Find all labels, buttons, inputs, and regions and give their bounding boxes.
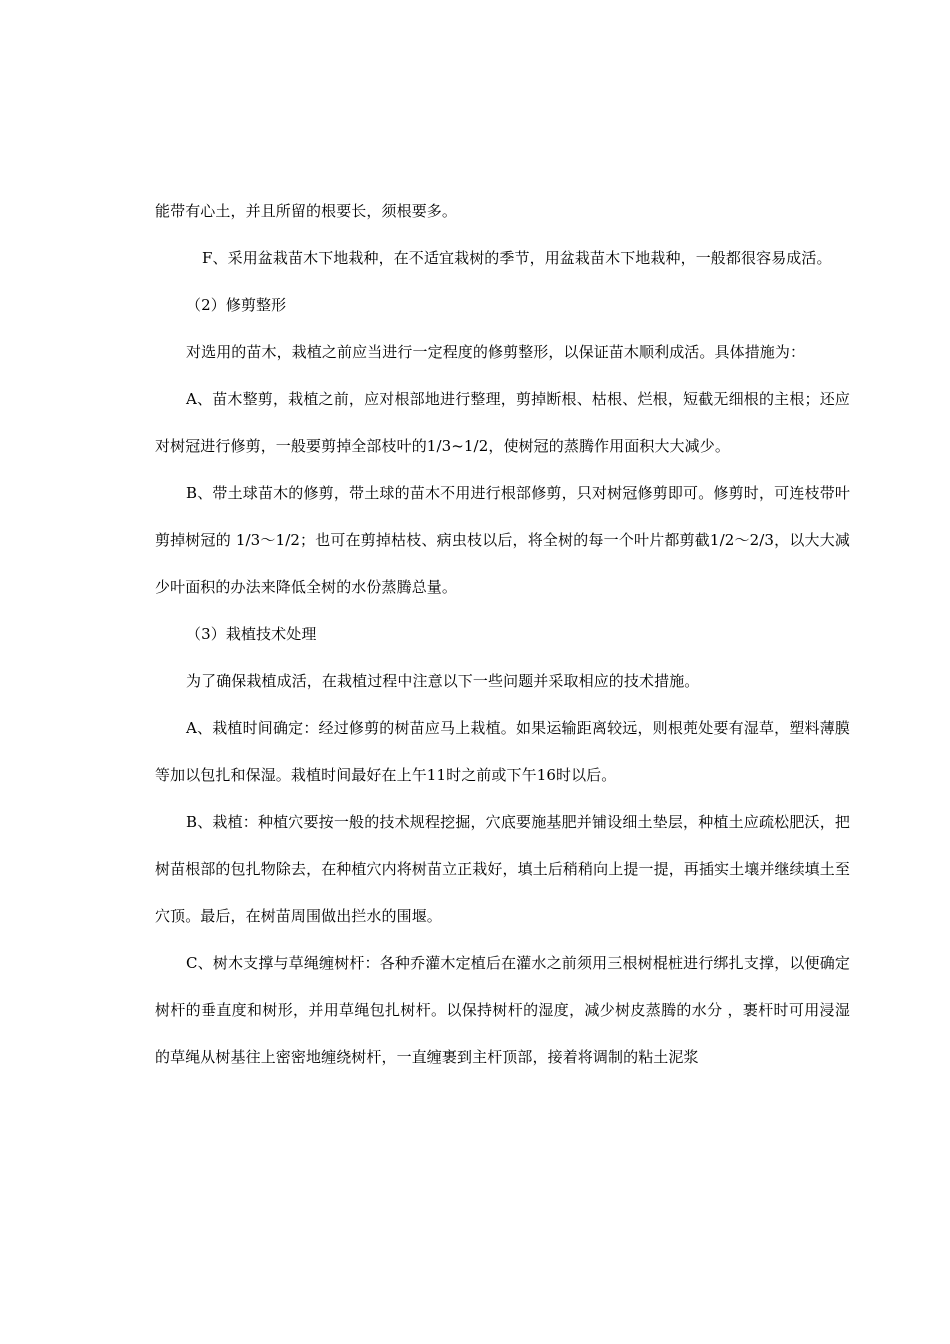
paragraph-pruning-intro: 对选用的苗木，栽植之前应当进行一定程度的修剪整形，以保证苗木顺利成活。具体措施为： [186, 343, 806, 361]
paragraph-item-a-planting: A、栽植时间确定：经过修剪的树苗应马上栽植。如果运输距离较远，则根蔸处要有湿草，塑料薄膜等加以包扎和保湿。栽植时间最好在上午11时之前或下午16时以后。 [155, 719, 850, 784]
section-heading-pruning: （2）修剪整形 [186, 296, 287, 314]
paragraph-planting-intro: 为了确保栽植成活，在栽植过程中注意以下一些问题并采取相应的技术措施。 [186, 672, 700, 690]
paragraph-item-b-planting: B、栽植：种植穴要按一般的技术规程挖掘，穴底要施基肥并铺设细土垫层，种植土应疏松肥沃，把树苗根部的包扎物除去，在种植穴内将树苗立正栽好，填土后稍稍向上提一提，再插实土壤并继续填土至穴顶。最后，在树苗周围做出拦水的围堰。 [155, 813, 850, 925]
paragraph-continuation: 能带有心土，并且所留的根要长，须根要多。 [155, 202, 458, 220]
section-heading-planting: （3）栽植技术处理 [186, 625, 317, 643]
paragraph-item-a-pruning: A、苗木整剪，栽植之前，应对根部地进行整理，剪掉断根、枯根、烂根，短截无细根的主根；还应对树冠进行修剪，一般要剪掉全部枝叶的1/3~1/2，使树冠的蒸腾作用面积大大减少。 [155, 390, 850, 455]
body-text [155, 188, 850, 1081]
paragraph-item-f: F、采用盆栽苗木下地栽种，在不适宜栽树的季节，用盆栽苗木下地栽种，一般都很容易成活。 [202, 249, 832, 267]
paragraph-item-c-planting: C、树木支撑与草绳缠树杆：各种乔灌木定植后在灌水之前须用三根树棍桩进行绑扎支撑，以便确定树杆的垂直度和树形，并用草绳包扎树杆。以保持树杆的湿度，减少树皮蒸腾的水分 ，裹杆时可用浸湿的草绳从树基往上密密地缠绕树杆，一直缠裹到主杆顶部，接着将调制的粘土泥浆 [155, 954, 850, 1066]
paragraph-item-b-pruning: B、带土球苗木的修剪，带土球的苗木不用进行根部修剪，只对树冠修剪即可。修剪时，可连枝带叶剪掉树冠的 1/3～1/2；也可在剪掉枯枝、病虫枝以后，将全树的每一个叶片都剪截1/2～2/3，以大大减少叶面积的办法来降低全树的水份蒸腾总量。 [155, 484, 850, 596]
